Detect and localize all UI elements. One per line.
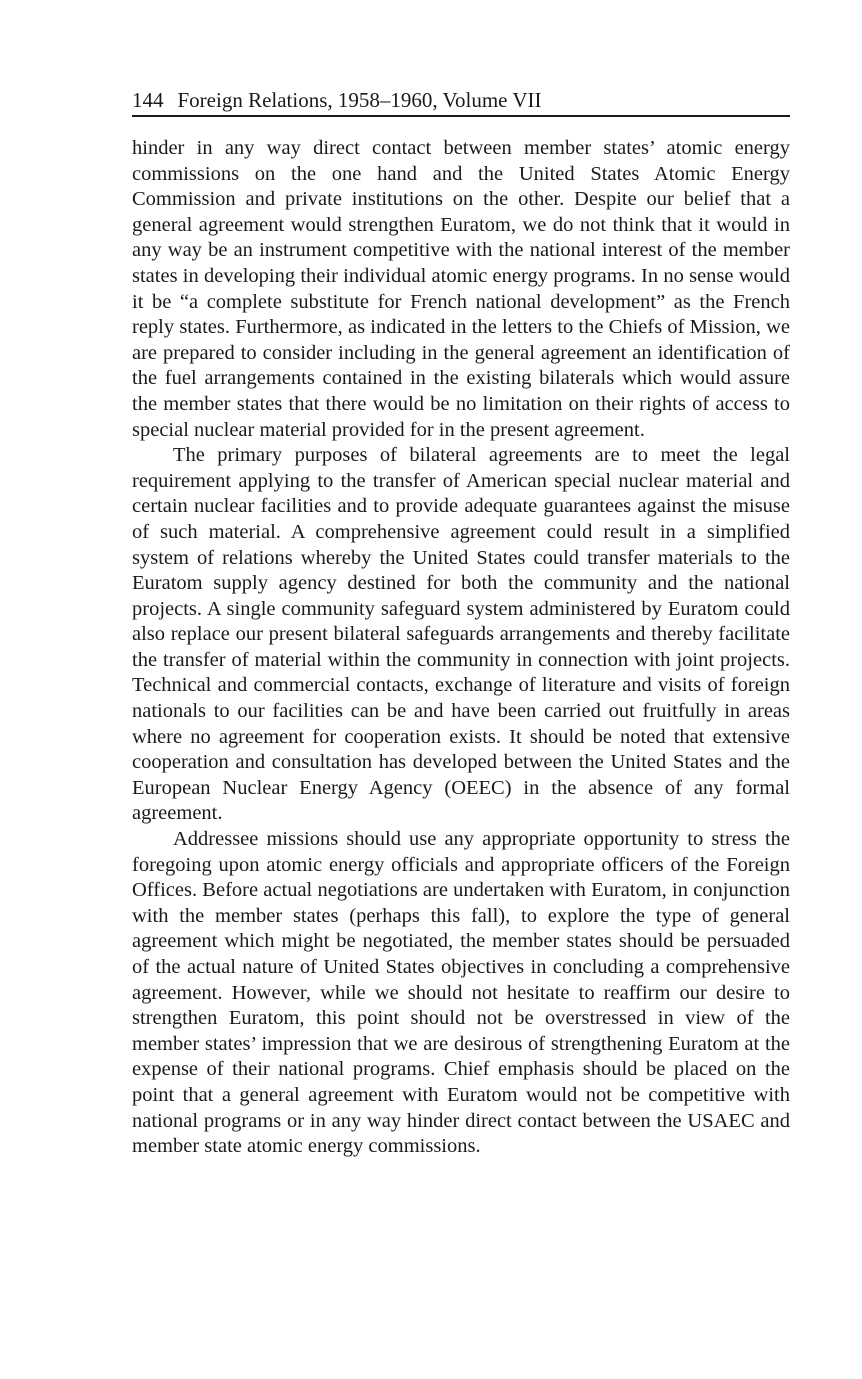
page-number: 144: [132, 88, 164, 112]
body-text: [132, 136, 790, 1160]
paragraph-addressee-missions: Addressee missions should use any appropriate opportunity to stress the foregoing upon atomic energy officials and appropriate officers of the Foreign Offices. Before actual negotiations are undertaken with Euratom, in conjunction with the member states (perhaps this fall), to explore the type of general agreement which might be negotiated, the member states should be persuaded of the actual nature of United States objectives in concluding a comprehensive agreement. However, while we should not hesitate to reaffirm our desire to strengthen Euratom, this point should not be overstressed in view of the member states’ impression that we are desirous of strengthening Euratom at the expense of their national programs. Chief emphasis should be placed on the point that a general agreement with Euratom would not be competitive with national programs or in any way hinder direct contact between the USAEC and member state atomic energy commissions.: [132, 828, 790, 1158]
paragraph-continued: hinder in any way direct contact between member states’ atomic energy commissions on the one hand and the United States Atomic Energy Commission and private institutions on the other. Despite our belief that a general agreement would strengthen Euratom, we do not think that it would in any way be an instrument competitive with the national interest of the member states in developing their individual atomic energy programs. In no sense would it be “a complete substitute for French national development” as the French reply states. Furthermore, as indicated in the letters to the Chiefs of Mission, we are prepared to consider including in the general agreement an identification of the fuel arrangements contained in the existing bilaterals which would assure the member states that there would be no limitation on their rights of access to special nuclear material provided for in the present agreement.: [132, 137, 790, 441]
paragraph-bilateral-agreements: The primary purposes of bilateral agreements are to meet the legal requirement applying to the transfer of American special nuclear material and certain nuclear facilities and to provide adequate guarantees against the misuse of such material. A comprehensive agreement could result in a simplified system of relations whereby the United States could transfer materials to the Euratom supply agency destined for both the community and the national projects. A single community safeguard system administered by Euratom could also replace our present bilateral safeguards arrangements and thereby facilitate the transfer of material within the community in connection with joint projects. Technical and commercial contacts, exchange of literature and visits of foreign nationals to our facilities can be and have been carried out fruitfully in areas where no agreement for cooperation exists. It should be noted that extensive cooperation and consultation has developed between the United States and the European Nuclear Energy Agency (OEEC) in the absence of any formal agreement.: [132, 444, 790, 825]
volume-title: Foreign Relations, 1958–1960, Volume VII: [177, 88, 542, 112]
document-page: [132, 86, 790, 1160]
running-header: [132, 86, 790, 117]
